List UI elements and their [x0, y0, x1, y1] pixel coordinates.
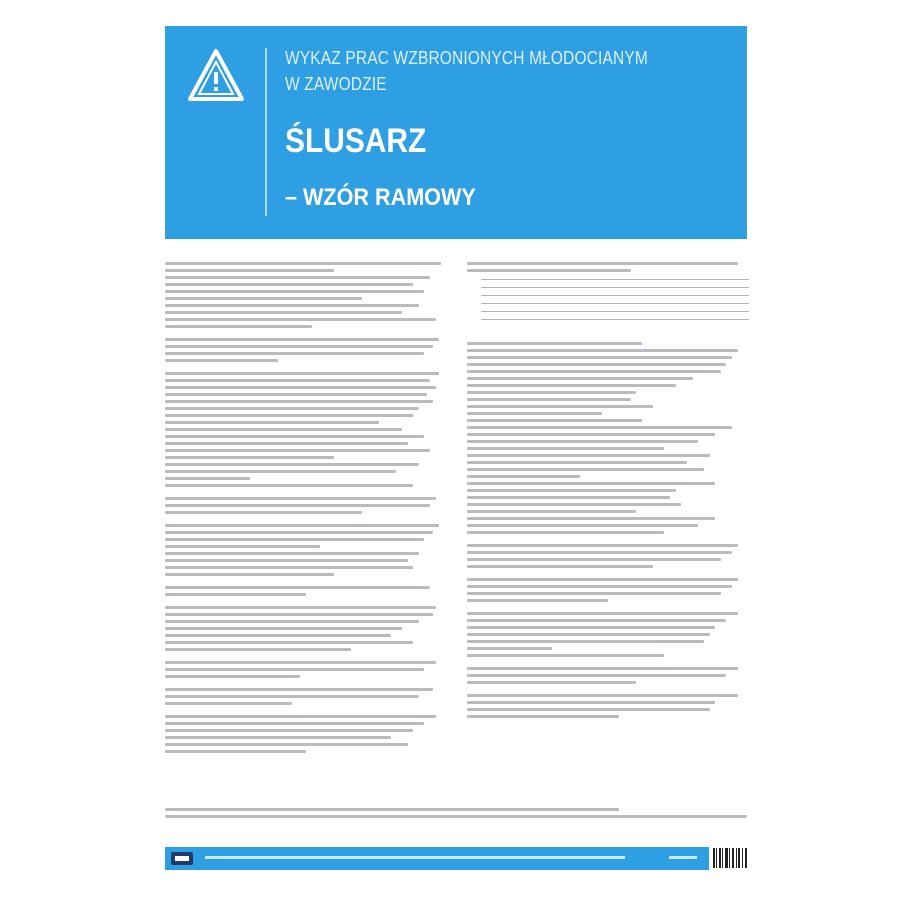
- header-banner: [165, 26, 747, 239]
- warning-triangle-icon: [187, 48, 245, 102]
- footer-bar: [165, 847, 709, 870]
- barcode-icon: [713, 848, 747, 870]
- poster-page: [165, 26, 747, 870]
- right-text-column: [467, 262, 749, 722]
- left-text-column: [165, 262, 447, 757]
- profession-heading: ŚLUSARZ: [285, 122, 427, 160]
- footer-product-code: [669, 856, 697, 859]
- template-subheading: – WZÓR RAMOWY: [285, 184, 476, 211]
- publisher-logo-icon: [171, 852, 193, 865]
- footer-publisher-info: [205, 856, 625, 859]
- footnote-text: [165, 808, 747, 822]
- poster-title-line-1: WYKAZ PRAC WZBRONIONYCH MŁODOCIANYM: [285, 48, 648, 68]
- banner-divider: [265, 48, 267, 216]
- poster-title-line-2: W ZAWODZIE: [285, 74, 387, 94]
